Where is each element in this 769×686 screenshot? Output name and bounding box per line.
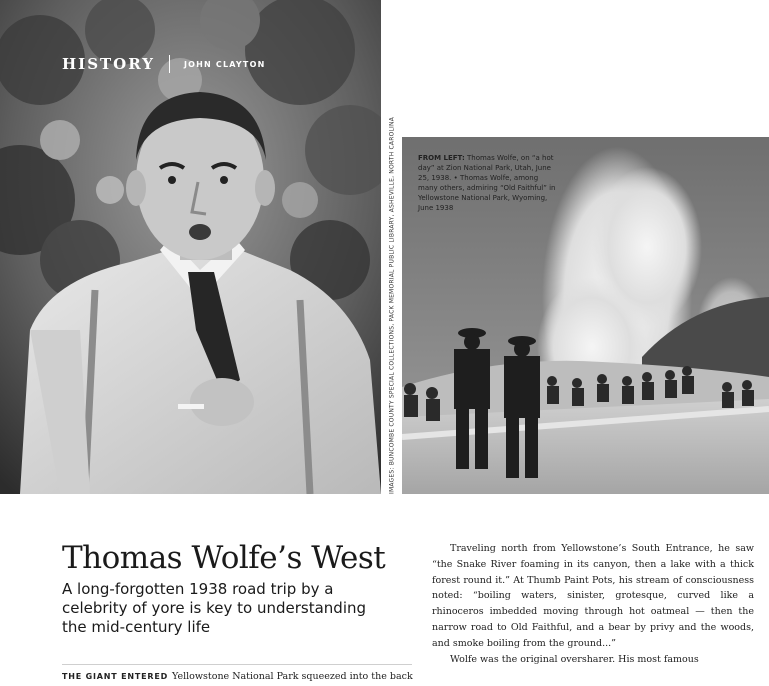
caption-text: Thomas Wolfe, on “a hot day” at Zion National Park, Utah, June 25, 1938. • Thomas Wolfe, among many others, admiring “Old Faithful” in Yellowstone National Park, Wyoming, June 1938	[418, 154, 556, 212]
kicker-divider	[169, 55, 170, 73]
body-start-text: Yellowstone National Park squeezed into the back	[172, 671, 413, 682]
dek-divider	[62, 664, 412, 665]
photo-caption	[418, 153, 558, 213]
body-paragraph: Wolfe was the original oversharer. His most famous	[450, 653, 699, 665]
section-label: HISTORY	[62, 55, 155, 73]
article-body-column-1	[62, 671, 422, 682]
article-headline: Thomas Wolfe’s West	[62, 540, 386, 576]
caption-lead: FROM LEFT:	[418, 154, 465, 162]
section-kicker	[62, 55, 265, 73]
image-credit: IMAGES: BUNCOMBE COUNTY SPECIAL COLLECTIONS, PACK MEMORIAL PUBLIC LIBRARY, ASHEVILLE, NORTH CAROLINA	[388, 116, 396, 494]
article-body-column-2	[432, 541, 754, 667]
portrait-illustration	[0, 0, 381, 494]
author-byline: JOHN CLAYTON	[183, 59, 266, 69]
body-paragraph: Traveling north from Yellowstone’s South Entrance, he saw “the Snake River foaming in its canyon, then a lake with a thick forest round it.” At Thumb Paint Pots, his stream of consciousness noted: “boiling waters, sinister, grotesque, curved like a rhinoceros imbedded moving through hot oatmeal — then the narrow road to Old Faithful, and a bear by privy and the woods, and smoke boiling from the ground...”	[432, 543, 754, 649]
run-in-lead: THE GIANT ENTERED	[62, 672, 169, 681]
photo-thomas-wolfe-portrait	[0, 0, 381, 494]
image-credit-strip	[382, 116, 402, 494]
article-dek: A long-forgotten 1938 road trip by a celebrity of yore is key to understanding the mid-century life	[62, 580, 367, 636]
